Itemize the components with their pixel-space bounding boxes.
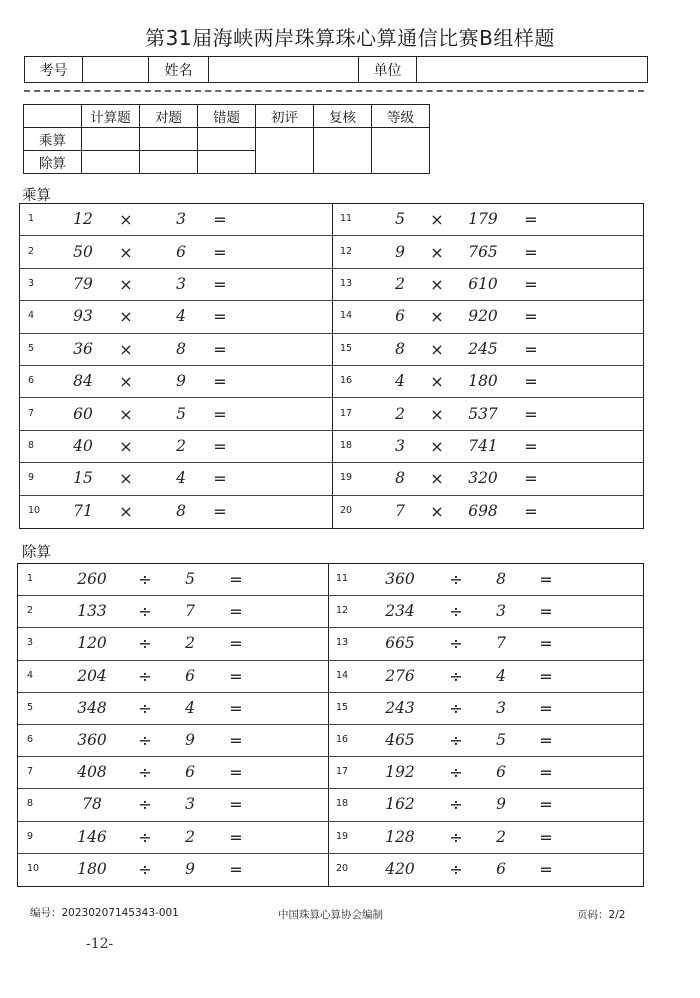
problem-row	[20, 301, 332, 333]
problem-number: 2	[28, 245, 35, 257]
operand-b: 698	[468, 501, 498, 520]
problem-row	[18, 757, 328, 789]
operand-a: 276	[385, 666, 415, 685]
publisher: 中国珠算心算协会编制	[278, 909, 383, 921]
operand-a: 408	[77, 763, 107, 782]
problem-number: 14	[340, 310, 353, 322]
operand-b: 245	[468, 339, 498, 358]
problem-row	[20, 463, 332, 495]
problem-row	[332, 334, 643, 366]
header-correct: 对题	[140, 105, 198, 128]
operand-a: 6	[395, 307, 405, 326]
equals-sign: =	[524, 210, 538, 230]
equals-sign: =	[229, 859, 243, 879]
operand-a: 7	[395, 501, 405, 520]
equals-sign: =	[229, 795, 243, 815]
problem-row	[332, 496, 643, 528]
operator-symbol: ×	[119, 274, 133, 294]
page-number: -12-	[86, 936, 114, 952]
operator-symbol: ÷	[138, 634, 152, 654]
operator-symbol: ×	[430, 372, 444, 392]
operand-a: 420	[385, 859, 415, 878]
info-bar	[24, 56, 648, 83]
row-label-multiplication: 乘算	[24, 128, 82, 151]
operand-a: 180	[77, 859, 107, 878]
problem-number: 11	[340, 213, 353, 225]
serial-number: 编号：20230207145343-001	[30, 907, 179, 919]
operand-b: 7	[496, 634, 506, 653]
problem-number: 6	[28, 375, 35, 387]
equals-sign: =	[524, 469, 538, 489]
operand-b: 3	[496, 602, 506, 621]
operand-b: 6	[496, 763, 506, 782]
problem-row	[20, 431, 332, 463]
problem-row	[18, 564, 328, 596]
operand-b: 4	[176, 307, 186, 326]
operator-symbol: ×	[119, 501, 133, 521]
operand-b: 2	[185, 634, 195, 653]
problem-number: 20	[340, 504, 353, 516]
operand-a: 12	[73, 210, 93, 229]
problem-number: 17	[340, 407, 353, 419]
section-label-multiplication: 乘算	[22, 188, 51, 204]
problem-number: 5	[28, 342, 35, 354]
operand-a: 204	[77, 666, 107, 685]
operand-b: 5	[185, 570, 195, 589]
equals-sign: =	[524, 242, 538, 262]
problem-number: 13	[340, 277, 353, 289]
problem-column-right	[328, 564, 643, 886]
operator-symbol: ÷	[449, 763, 463, 783]
operator-symbol: ÷	[138, 731, 152, 751]
score-cell[interactable]	[82, 128, 140, 151]
problem-row	[332, 463, 643, 495]
operand-b: 5	[496, 731, 506, 750]
operator-symbol: ×	[430, 242, 444, 262]
operator-symbol: ×	[119, 469, 133, 489]
operand-a: 84	[73, 372, 93, 391]
operand-a: 8	[395, 339, 405, 358]
operator-symbol: ÷	[449, 602, 463, 622]
operand-b: 3	[496, 698, 506, 717]
operand-b: 4	[496, 666, 506, 685]
operator-symbol: ×	[430, 274, 444, 294]
equals-sign: =	[213, 436, 227, 456]
operand-a: 2	[395, 404, 405, 423]
equals-sign: =	[229, 763, 243, 783]
equals-sign: =	[524, 274, 538, 294]
problem-number: 2	[27, 605, 34, 617]
problem-row	[18, 628, 328, 660]
operand-a: 192	[385, 763, 415, 782]
equals-sign: =	[229, 570, 243, 590]
operand-a: 60	[73, 404, 93, 423]
problem-column-left	[18, 564, 328, 886]
multiplication-grid	[19, 203, 644, 529]
problem-row	[328, 757, 643, 789]
score-row-multiplication	[24, 128, 430, 151]
equals-sign: =	[539, 859, 553, 879]
score-cell[interactable]	[198, 151, 256, 174]
operator-symbol: ×	[119, 436, 133, 456]
problem-row	[18, 596, 328, 628]
operator-symbol: ÷	[138, 602, 152, 622]
score-corner-cell	[24, 105, 82, 128]
problem-number: 16	[340, 375, 353, 387]
row-label-division: 除算	[24, 151, 82, 174]
equals-sign: =	[539, 634, 553, 654]
equals-sign: =	[539, 666, 553, 686]
operand-b: 6	[185, 666, 195, 685]
equals-sign: =	[229, 731, 243, 751]
problem-number: 8	[28, 439, 35, 451]
problem-row	[18, 854, 328, 886]
unit-label: 单位	[359, 57, 417, 82]
problem-number: 12	[336, 605, 349, 617]
problem-row	[332, 269, 643, 301]
operand-b: 6	[496, 859, 506, 878]
problem-row	[20, 334, 332, 366]
operand-a: 360	[77, 731, 107, 750]
problem-row	[328, 564, 643, 596]
operand-b: 179	[468, 210, 498, 229]
operand-a: 78	[82, 795, 102, 814]
operator-symbol: ×	[430, 307, 444, 327]
header-grade: 等级	[372, 105, 430, 128]
name-field[interactable]	[209, 57, 359, 82]
problem-number: 7	[27, 766, 34, 778]
operand-b: 4	[185, 698, 195, 717]
operator-symbol: ×	[430, 339, 444, 359]
header-wrong: 错题	[198, 105, 256, 128]
operand-b: 4	[176, 469, 186, 488]
problem-row	[18, 725, 328, 757]
equals-sign: =	[539, 795, 553, 815]
problem-row	[20, 398, 332, 430]
operand-a: 133	[77, 602, 107, 621]
operand-b: 3	[185, 795, 195, 814]
operator-symbol: ×	[119, 242, 133, 262]
operand-b: 180	[468, 372, 498, 391]
score-cell[interactable]	[198, 128, 256, 151]
problem-row	[328, 725, 643, 757]
operand-b: 741	[468, 436, 498, 455]
problem-number: 10	[28, 504, 41, 516]
equals-sign: =	[539, 570, 553, 590]
operator-symbol: ÷	[138, 570, 152, 590]
equals-sign: =	[524, 307, 538, 327]
score-cell[interactable]	[140, 128, 198, 151]
exam-no-field[interactable]	[83, 57, 149, 82]
operator-symbol: ÷	[138, 859, 152, 879]
problem-number: 1	[28, 213, 35, 225]
equals-sign: =	[539, 698, 553, 718]
problem-number: 15	[336, 701, 349, 713]
operator-symbol: ×	[119, 404, 133, 424]
operator-symbol: ÷	[449, 827, 463, 847]
operator-symbol: ÷	[449, 570, 463, 590]
problem-row	[332, 204, 643, 236]
problem-number: 16	[336, 734, 349, 746]
problem-row	[328, 661, 643, 693]
problem-number: 4	[27, 669, 34, 681]
problem-number: 13	[336, 637, 349, 649]
operand-b: 320	[468, 469, 498, 488]
problem-row	[328, 596, 643, 628]
problem-number: 1	[27, 573, 34, 585]
operand-b: 9	[185, 731, 195, 750]
header-first-review: 初评	[256, 105, 314, 128]
equals-sign: =	[524, 436, 538, 456]
operator-symbol: ×	[430, 210, 444, 230]
operand-b: 9	[176, 372, 186, 391]
operand-b: 9	[496, 795, 506, 814]
operator-symbol: ÷	[138, 795, 152, 815]
operand-b: 3	[176, 274, 186, 293]
problem-row	[332, 366, 643, 398]
operand-b: 5	[176, 404, 186, 423]
section-label-division: 除算	[22, 545, 51, 561]
problem-row	[328, 628, 643, 660]
problem-number: 17	[336, 766, 349, 778]
equals-sign: =	[539, 763, 553, 783]
grade-cell[interactable]	[372, 128, 430, 174]
operator-symbol: ×	[430, 436, 444, 456]
operand-b: 8	[176, 501, 186, 520]
operand-a: 243	[385, 698, 415, 717]
problem-row	[20, 269, 332, 301]
problem-number: 19	[340, 472, 353, 484]
operand-b: 6	[176, 242, 186, 261]
problem-row	[332, 301, 643, 333]
operand-a: 260	[77, 570, 107, 589]
score-header-row	[24, 105, 430, 128]
operand-a: 360	[385, 570, 415, 589]
operator-symbol: ÷	[138, 827, 152, 847]
operand-a: 665	[385, 634, 415, 653]
equals-sign: =	[539, 602, 553, 622]
operator-symbol: ÷	[449, 698, 463, 718]
operand-a: 348	[77, 698, 107, 717]
problem-row	[328, 693, 643, 725]
problem-number: 18	[336, 798, 349, 810]
operand-b: 8	[176, 339, 186, 358]
problem-number: 5	[27, 701, 34, 713]
problem-column-right	[332, 204, 643, 528]
operator-symbol: ×	[430, 469, 444, 489]
problem-number: 8	[27, 798, 34, 810]
problem-row	[332, 398, 643, 430]
equals-sign: =	[213, 242, 227, 262]
operand-b: 2	[185, 827, 195, 846]
problem-number: 3	[28, 277, 35, 289]
equals-sign: =	[229, 666, 243, 686]
problem-number: 9	[27, 830, 34, 842]
problem-number: 12	[340, 245, 353, 257]
score-table	[23, 104, 430, 174]
problem-number: 14	[336, 669, 349, 681]
operator-symbol: ×	[430, 501, 444, 521]
equals-sign: =	[213, 274, 227, 294]
operand-a: 465	[385, 731, 415, 750]
operand-a: 2	[395, 274, 405, 293]
problem-number: 9	[28, 472, 35, 484]
score-cell[interactable]	[140, 151, 198, 174]
problem-row	[328, 822, 643, 854]
problem-column-left	[20, 204, 332, 528]
operand-a: 5	[395, 210, 405, 229]
equals-sign: =	[229, 602, 243, 622]
operand-a: 128	[385, 827, 415, 846]
operand-b: 8	[496, 570, 506, 589]
operand-b: 765	[468, 242, 498, 261]
problem-row	[328, 789, 643, 821]
equals-sign: =	[213, 501, 227, 521]
equals-sign: =	[229, 827, 243, 847]
equals-sign: =	[229, 698, 243, 718]
equals-sign: =	[213, 469, 227, 489]
problem-row	[18, 693, 328, 725]
operator-symbol: ÷	[449, 795, 463, 815]
operand-a: 93	[73, 307, 93, 326]
operand-a: 9	[395, 242, 405, 261]
operator-symbol: ÷	[138, 763, 152, 783]
problem-row	[20, 204, 332, 236]
equals-sign: =	[524, 339, 538, 359]
operator-symbol: ×	[119, 307, 133, 327]
page-indicator: 页码：2/2	[577, 909, 626, 921]
operator-symbol: ÷	[449, 859, 463, 879]
operand-a: 3	[395, 436, 405, 455]
operand-a: 8	[395, 469, 405, 488]
equals-sign: =	[524, 404, 538, 424]
operand-a: 40	[73, 436, 93, 455]
problem-number: 18	[340, 439, 353, 451]
problem-row	[332, 236, 643, 268]
first-review-cell[interactable]	[256, 128, 314, 174]
operand-b: 610	[468, 274, 498, 293]
operand-a: 50	[73, 242, 93, 261]
problem-number: 7	[28, 407, 35, 419]
operand-b: 920	[468, 307, 498, 326]
operand-a: 162	[385, 795, 415, 814]
equals-sign: =	[213, 372, 227, 392]
problem-row	[328, 854, 643, 886]
problem-number: 20	[336, 862, 349, 874]
problem-row	[18, 822, 328, 854]
score-cell[interactable]	[82, 151, 140, 174]
problem-number: 3	[27, 637, 34, 649]
operator-symbol: ×	[430, 404, 444, 424]
problem-number: 10	[27, 862, 40, 874]
problem-row	[20, 236, 332, 268]
operator-symbol: ÷	[449, 731, 463, 751]
operator-symbol: ×	[119, 339, 133, 359]
name-label: 姓名	[149, 57, 209, 82]
operand-b: 9	[185, 859, 195, 878]
operator-symbol: ÷	[138, 698, 152, 718]
problem-row	[20, 496, 332, 528]
operator-symbol: ÷	[138, 666, 152, 686]
problem-row	[18, 789, 328, 821]
operand-b: 6	[185, 763, 195, 782]
operator-symbol: ×	[119, 372, 133, 392]
equals-sign: =	[524, 501, 538, 521]
header-total: 计算题	[82, 105, 140, 128]
problem-number: 6	[27, 734, 34, 746]
cut-line	[24, 90, 644, 92]
operand-a: 146	[77, 827, 107, 846]
equals-sign: =	[539, 827, 553, 847]
operand-b: 7	[185, 602, 195, 621]
problem-number: 15	[340, 342, 353, 354]
problem-number: 4	[28, 310, 35, 322]
equals-sign: =	[213, 210, 227, 230]
problem-row	[18, 661, 328, 693]
equals-sign: =	[213, 404, 227, 424]
equals-sign: =	[213, 307, 227, 327]
equals-sign: =	[213, 339, 227, 359]
operator-symbol: ÷	[449, 666, 463, 686]
operator-symbol: ÷	[449, 634, 463, 654]
equals-sign: =	[524, 372, 538, 392]
operand-b: 537	[468, 404, 498, 423]
operand-a: 15	[73, 469, 93, 488]
operand-a: 79	[73, 274, 93, 293]
operand-b: 2	[496, 827, 506, 846]
problem-row	[332, 431, 643, 463]
equals-sign: =	[229, 634, 243, 654]
operand-b: 3	[176, 210, 186, 229]
header-recheck: 复核	[314, 105, 372, 128]
page-title: 第31届海峡两岸珠算珠心算通信比赛B组样题	[145, 26, 555, 50]
operator-symbol: ×	[119, 210, 133, 230]
operand-b: 2	[176, 436, 186, 455]
recheck-cell[interactable]	[314, 128, 372, 174]
equals-sign: =	[539, 731, 553, 751]
division-grid	[17, 563, 644, 887]
operand-a: 36	[73, 339, 93, 358]
operand-a: 71	[73, 501, 93, 520]
operand-a: 4	[395, 372, 405, 391]
operand-a: 120	[77, 634, 107, 653]
problem-number: 19	[336, 830, 349, 842]
problem-row	[20, 366, 332, 398]
unit-field[interactable]	[417, 57, 647, 82]
exam-no-label: 考号	[25, 57, 83, 82]
problem-number: 11	[336, 573, 349, 585]
operand-a: 234	[385, 602, 415, 621]
